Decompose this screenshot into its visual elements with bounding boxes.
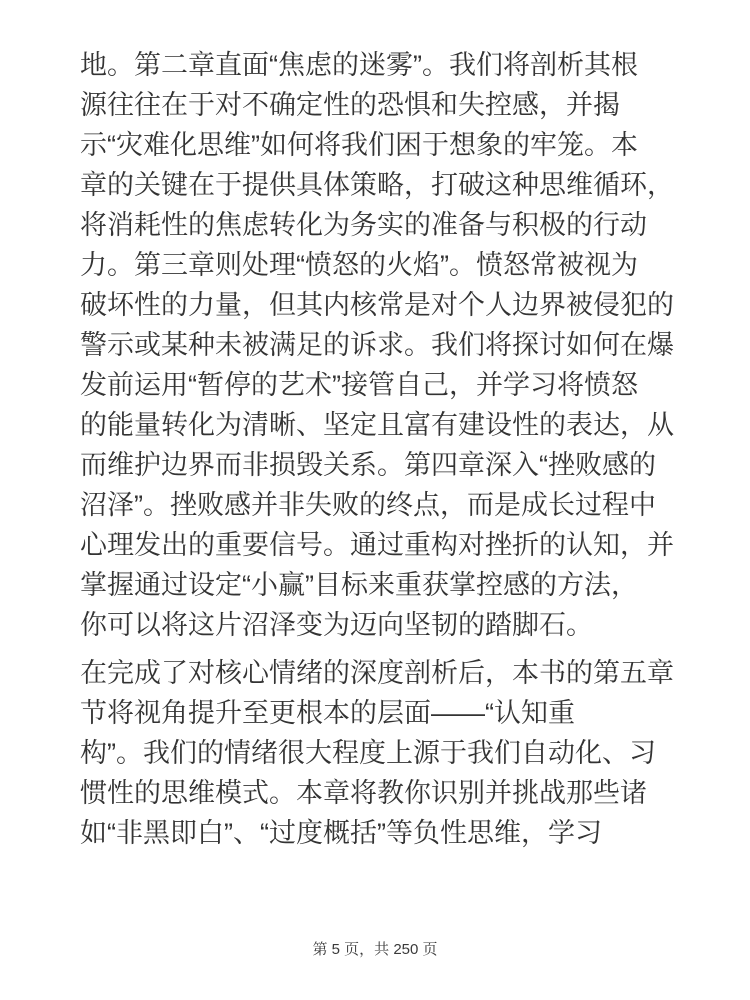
text-line: 的能量转化为清晰、坚定且富有建设性的表达，从: [80, 410, 674, 440]
text-line: 节将视角提升至更根本的层面——“认知重: [80, 698, 575, 728]
text-line: 地。第二章直面“焦虑的迷雾”。我们将剖析其根: [80, 50, 638, 80]
text-line: 力。第三章则处理“愤怒的火焰”。愤怒常被视为: [80, 250, 638, 280]
text-line: 而维护边界而非损毁关系。第四章深入“挫败感的: [80, 450, 656, 480]
text-line: 你可以将这片沼泽变为迈向坚韧的踏脚石。: [80, 610, 593, 640]
text-line: 在完成了对核心情绪的深度剖析后，本书的第五章: [80, 658, 674, 688]
text-line: 发前运用“暂停的艺术”接管自己，并学习将愤怒: [80, 370, 638, 400]
document-body: [80, 45, 700, 861]
text-line: 将消耗性的焦虑转化为务实的准备与积极的行动: [80, 210, 647, 240]
text-line: 示“灾难化思维”如何将我们困于想象的牢笼。本: [80, 130, 638, 160]
text-line: 如“非黑即白”、“过度概括”等负性思维，学习: [80, 818, 602, 848]
page-indicator: 第 5 页，共 250 页: [312, 941, 438, 958]
text-line: 惯性的思维模式。本章将教你识别并挑战那些诸: [80, 778, 647, 808]
paragraph: [80, 45, 700, 645]
text-line: 章的关键在于提供具体策略，打破这种思维循环，: [80, 170, 674, 200]
text-line: 构”。我们的情绪很大程度上源于我们自动化、习: [80, 738, 656, 768]
text-line: 沼泽”。挫败感并非失败的终点，而是成长过程中: [80, 490, 656, 520]
text-line: 心理发出的重要信号。通过重构对挫折的认知，并: [80, 530, 674, 560]
text-line: 警示或某种未被满足的诉求。我们将探讨如何在爆: [80, 330, 674, 360]
text-line: 掌握通过设定“小赢”目标来重获掌控感的方法，: [80, 570, 638, 600]
text-line: 破坏性的力量，但其内核常是对个人边界被侵犯的: [80, 290, 674, 320]
page-footer: [0, 940, 750, 960]
text-line: 源往往在于对不确定性的恐惧和失控感，并揭: [80, 90, 620, 120]
paragraph: [80, 653, 700, 853]
